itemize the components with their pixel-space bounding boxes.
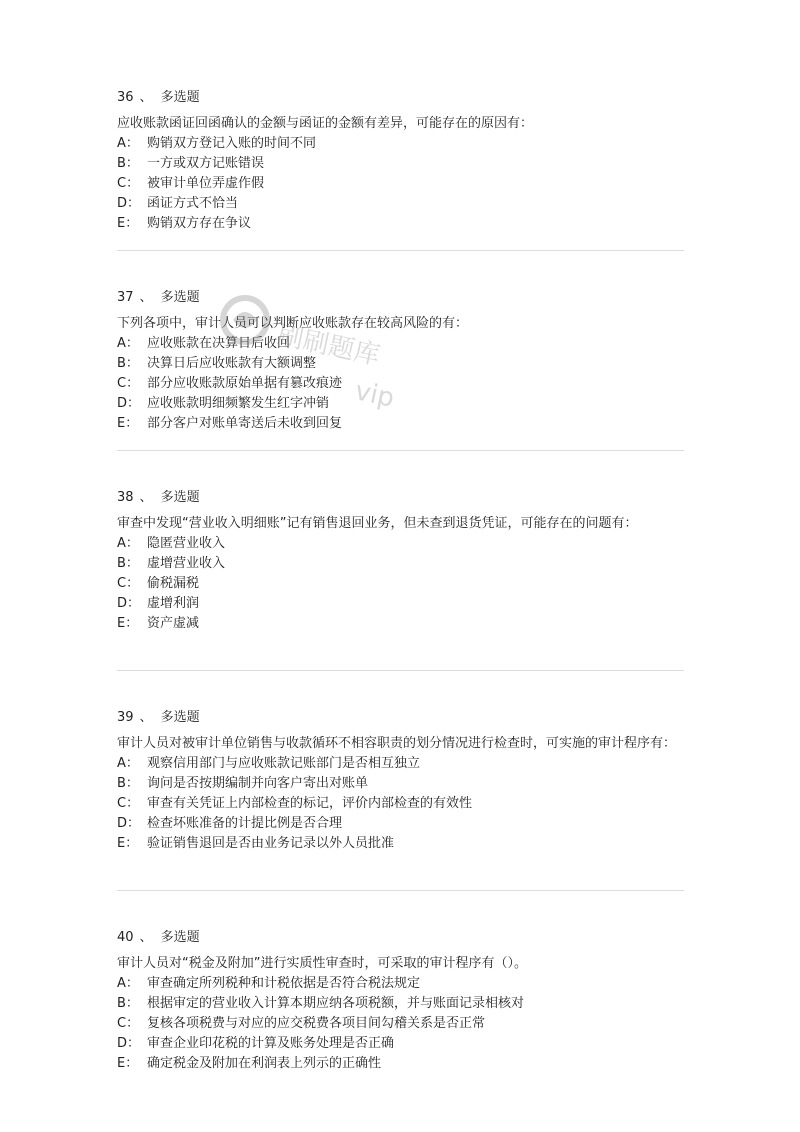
option-letter: E： <box>117 616 139 631</box>
question-36 <box>117 88 687 234</box>
option-text: 审查有关凭证上内部检查的标记，评价内部检查的有效性 <box>147 796 473 811</box>
watermark-subtext: vip <box>352 376 397 414</box>
option-letter: B： <box>117 356 139 371</box>
option-letter: A： <box>117 136 139 151</box>
option-letter: D： <box>117 816 141 831</box>
option-e[interactable] <box>117 414 687 434</box>
option-letter: B： <box>117 556 139 571</box>
option-text: 部分客户对账单寄送后未收到回复 <box>147 416 343 431</box>
question-header <box>117 288 687 308</box>
question-header <box>117 488 687 508</box>
option-d[interactable] <box>117 594 687 614</box>
option-letter: E： <box>117 416 139 431</box>
option-text: 根据审定的营业收入计算本期应纳各项税额，并与账面记录相核对 <box>147 996 525 1011</box>
option-text: 审查确定所列税种和计税依据是否符合税法规定 <box>147 976 421 991</box>
option-a[interactable] <box>117 534 687 554</box>
option-b[interactable] <box>117 994 687 1014</box>
option-text: 隐匿营业收入 <box>147 536 226 551</box>
option-a[interactable] <box>117 134 687 154</box>
option-text: 审查企业印花税的计算及账务处理是否正确 <box>147 1036 395 1051</box>
option-text: 应收账款明细频繁发生红字冲销 <box>147 396 330 411</box>
question-stem: 审计人员对“税金及附加”进行实质性审查时，可采取的审计程序有（）。 <box>117 956 527 971</box>
question-number: 37 <box>117 290 134 305</box>
option-letter: C： <box>117 376 140 391</box>
option-letter: D： <box>117 596 141 611</box>
option-a[interactable] <box>117 754 687 774</box>
question-separator: 、 <box>139 710 153 725</box>
question-39 <box>117 708 687 854</box>
option-d[interactable] <box>117 394 687 414</box>
question-separator: 、 <box>139 90 153 105</box>
option-letter: C： <box>117 796 140 811</box>
option-letter: E： <box>117 836 139 851</box>
question-type: 多选题 <box>160 90 200 105</box>
option-text: 被审计单位弄虚作假 <box>147 176 265 191</box>
option-d[interactable] <box>117 1034 687 1054</box>
option-b[interactable] <box>117 154 687 174</box>
option-letter: B： <box>117 156 139 171</box>
option-c[interactable] <box>117 574 687 594</box>
option-text: 确定税金及附加在利润表上列示的正确性 <box>147 1056 382 1071</box>
question-stem: 下列各项中，审计人员可以判断应收账款存在较高风险的有： <box>117 316 469 331</box>
question-37 <box>117 288 687 434</box>
question-stem: 应收账款函证回函确认的金额与函证的金额有差异，可能存在的原因有： <box>117 116 534 131</box>
option-text: 部分应收账款原始单据有篡改痕迹 <box>147 376 343 391</box>
option-letter: C： <box>117 1016 140 1031</box>
question-type: 多选题 <box>160 930 200 945</box>
question-separator: 、 <box>139 930 153 945</box>
question-divider <box>117 670 684 671</box>
option-c[interactable] <box>117 174 687 194</box>
option-b[interactable] <box>117 354 687 374</box>
question-header <box>117 708 687 728</box>
question-separator: 、 <box>139 490 153 505</box>
option-d[interactable] <box>117 814 687 834</box>
question-type: 多选题 <box>160 710 200 725</box>
option-letter: C： <box>117 176 140 191</box>
question-number: 38 <box>117 490 134 505</box>
option-text: 询问是否按期编制并向客户寄出对账单 <box>147 776 369 791</box>
option-b[interactable] <box>117 554 687 574</box>
option-b[interactable] <box>117 774 687 794</box>
option-letter: D： <box>117 396 141 411</box>
option-text: 偷税漏税 <box>147 576 200 591</box>
question-40 <box>117 928 687 1074</box>
question-header <box>117 928 687 948</box>
option-text: 检查坏账准备的计提比例是否合理 <box>147 816 343 831</box>
option-letter: A： <box>117 976 139 991</box>
option-text: 购销双方登记入账的时间不同 <box>147 136 317 151</box>
question-divider <box>117 890 684 891</box>
option-c[interactable] <box>117 794 687 814</box>
option-text: 复核各项税费与对应的应交税费各项目间勾稽关系是否正常 <box>147 1016 486 1031</box>
option-e[interactable] <box>117 214 687 234</box>
option-text: 一方或双方记账错误 <box>147 156 265 171</box>
option-e[interactable] <box>117 1054 687 1074</box>
question-separator: 、 <box>139 290 153 305</box>
question-number: 40 <box>117 930 134 945</box>
question-type: 多选题 <box>160 290 200 305</box>
question-38 <box>117 488 687 634</box>
question-type: 多选题 <box>160 490 200 505</box>
option-text: 验证销售退回是否由业务记录以外人员批准 <box>147 836 395 851</box>
option-a[interactable] <box>117 334 687 354</box>
option-letter: D： <box>117 196 141 211</box>
option-d[interactable] <box>117 194 687 214</box>
option-text: 决算日后应收账款有大额调整 <box>147 356 317 371</box>
option-letter: E： <box>117 1056 139 1071</box>
option-text: 虚增营业收入 <box>147 556 226 571</box>
question-number: 36 <box>117 90 134 105</box>
question-divider <box>117 250 684 251</box>
option-letter: A： <box>117 336 139 351</box>
option-text: 虚增利润 <box>147 596 200 611</box>
option-text: 应收账款在决算日后收回 <box>147 336 291 351</box>
question-header <box>117 88 687 108</box>
option-letter: D： <box>117 1036 141 1051</box>
option-letter: B： <box>117 776 139 791</box>
option-letter: E： <box>117 216 139 231</box>
option-c[interactable] <box>117 1014 687 1034</box>
option-text: 资产虚减 <box>147 616 200 631</box>
question-stem: 审计人员对被审计单位销售与收款循环不相容职责的划分情况进行检查时，可实施的审计程序有： <box>117 736 677 751</box>
option-text: 函证方式不恰当 <box>147 196 239 211</box>
option-c[interactable] <box>117 374 687 394</box>
option-letter: B： <box>117 996 139 1011</box>
watermark-text: 刷刷题库 <box>274 320 383 372</box>
option-text: 观察信用部门与应收账款记账部门是否相互独立 <box>147 756 421 771</box>
option-letter: A： <box>117 536 139 551</box>
option-e[interactable] <box>117 614 687 634</box>
question-divider <box>117 450 684 451</box>
question-number: 39 <box>117 710 134 725</box>
option-a[interactable] <box>117 974 687 994</box>
question-stem: 审查中发现“营业收入明细账”记有销售退回业务，但未查到退货凭证，可能存在的问题有： <box>117 516 638 531</box>
option-letter: A： <box>117 756 139 771</box>
option-e[interactable] <box>117 834 687 854</box>
option-text: 购销双方存在争议 <box>147 216 252 231</box>
option-letter: C： <box>117 576 140 591</box>
